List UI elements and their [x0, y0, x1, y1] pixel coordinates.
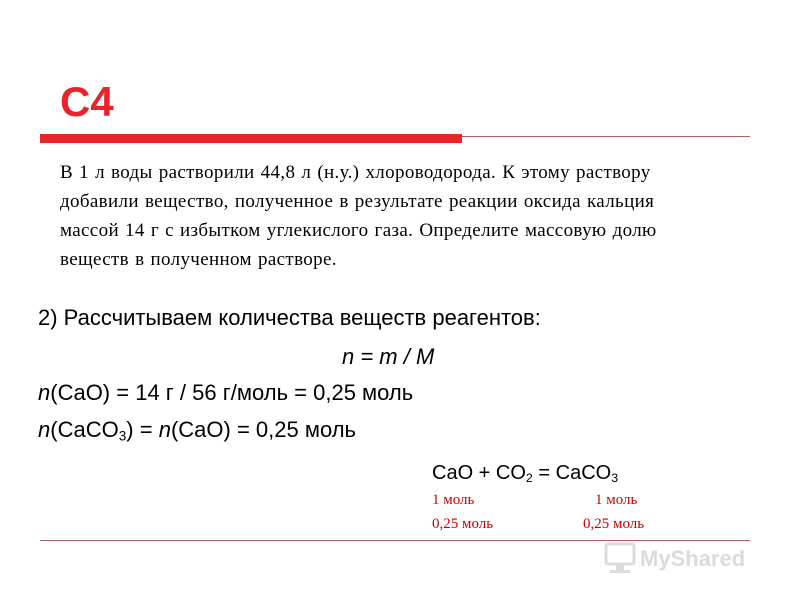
problem-line-1: В 1 л воды растворили 44,8 л (н.у.) хлороводорода. К этому раствору: [60, 162, 651, 183]
myshared-logo-icon: [604, 536, 764, 580]
solution-step: 2) Рассчитываем количества веществ реагентов:: [38, 305, 541, 330]
calc-caco3: [38, 416, 356, 444]
calc-caco3-n2: n: [158, 417, 171, 442]
calc-caco3-part3: (CaO) = 0,25 моль: [170, 417, 357, 442]
equation-part-2: = CaCO: [532, 462, 612, 484]
problem-line-2: добавили вещество, полученное в результате реакции оксида кальция: [60, 191, 655, 212]
equation-sub-1: 2: [525, 471, 533, 486]
mol-label-1: 1 моль: [432, 492, 475, 508]
calc-caco3-n: n: [38, 417, 51, 442]
problem-line-4: веществ в полученном растворе.: [60, 249, 337, 270]
equation-sub-2: 3: [611, 471, 619, 486]
title-accent-bar: [40, 134, 462, 143]
calc-caco3-part1: (CaCO: [50, 417, 119, 442]
equation-part-1: CaO + CO: [432, 462, 526, 484]
mol-label-4: 0,25 моль: [583, 516, 645, 532]
slide-title: С4: [60, 78, 114, 125]
molar-formula: n = m / M: [342, 344, 435, 369]
watermark-text: MyShared: [640, 546, 746, 571]
problem-line-3: массой 14 г с избытком углекислого газа. Определите массовую долю: [60, 220, 657, 241]
calc-caco3-part2: ) =: [126, 417, 159, 442]
reaction-equation: [432, 460, 618, 486]
calc-caco3-sub: 3: [118, 428, 127, 444]
watermark: [604, 536, 764, 580]
mol-label-2: 1 моль: [595, 492, 638, 508]
calc-cao: [38, 379, 413, 407]
problem-statement: [60, 158, 770, 274]
mol-label-3: 0,25 моль: [432, 516, 494, 532]
calc-cao-n: n: [38, 380, 51, 405]
calc-cao-rest: (CaO) = 14 г / 56 г/моль = 0,25 моль: [50, 380, 414, 405]
